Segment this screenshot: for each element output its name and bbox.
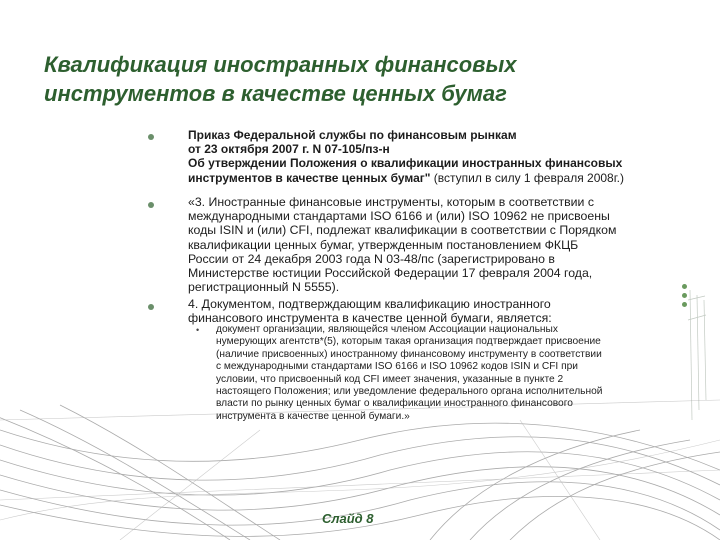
text-line: с международными стандартами ISO 6166 и ISO 10962 кодов ISIN и CFI при — [216, 361, 578, 373]
bullet-marker — [148, 134, 154, 140]
text-line: Приказ Федеральной службы по финансовым рынкам — [188, 128, 517, 142]
bullet-marker — [148, 202, 154, 208]
text-bold: инструментов в качестве ценных бумаг" — [188, 170, 431, 185]
text-line: документ организации, являющейся членом Ассоциации национальных — [216, 324, 558, 335]
text-line — [188, 171, 686, 185]
text-line: регистрационный N 5555). — [188, 280, 340, 295]
text-line: (наличие присвоенных) иностранному финансовому инструменту в соответствии — [216, 348, 602, 360]
text-line: условии, что присвоенный код CFI имеет значения, указанные в пункте 2 — [216, 373, 564, 385]
page-title — [44, 50, 684, 108]
clause-3-paragraph — [188, 195, 686, 294]
text-line: 4. Документом, подтверждающим квалификацию иностранного — [188, 297, 551, 311]
text-line: настоящего Положения; или уведомление федерального органа исполнительной — [216, 386, 603, 398]
clause-4-paragraph — [188, 297, 686, 325]
text-line: коды ISIN и (или) CFI, подлежат квалификации в соответствии с Порядком — [188, 223, 617, 238]
title-line: инструментов в качестве ценных бумаг — [44, 81, 507, 106]
text-line: Об утверждении Положения о квалификации иностранных финансовых — [188, 156, 623, 171]
text-line: международными стандартами ISO 6166 и (или) ISO 10962 не присвоены — [188, 209, 610, 224]
text-line: нумерующих агентств*(5), которым такая организация подтверждает присвоение — [216, 336, 601, 348]
sub-bullet-marker: • — [196, 325, 200, 335]
text-line: инструмента в качестве ценной бумаги.» — [216, 410, 410, 422]
sub-bullet-item — [196, 324, 696, 423]
text-line: квалификации ценных бумаг, утвержденным постановлением ФКЦБ — [188, 237, 579, 252]
text-line: «3. Иностранные финансовые инструменты, которым в соответствии с — [188, 195, 594, 209]
text-line: Министерстве юстиции Российской Федерации 17 февраля 2004 года, — [188, 266, 593, 281]
text-line: России от 24 декабря 2003 года N 03-48/пс (зарегистрировано в — [188, 251, 555, 266]
title-line: Квалификация иностранных финансовых — [44, 52, 517, 77]
text-line: власти по рынку ценных бумаг о квалификации иностранного финансового — [216, 398, 573, 410]
text-line: от 23 октября 2007 г. N 07-105/пз-н — [188, 142, 390, 157]
slide-number: Слайд 8 — [322, 511, 374, 526]
order-reference-paragraph — [188, 128, 686, 185]
effective-date-note: (вступил в силу 1 февраля 2008г.) — [430, 170, 624, 185]
bullet-marker — [148, 304, 154, 310]
text-line: финансового инструмента в качестве ценной бумаги, является: — [188, 311, 552, 326]
